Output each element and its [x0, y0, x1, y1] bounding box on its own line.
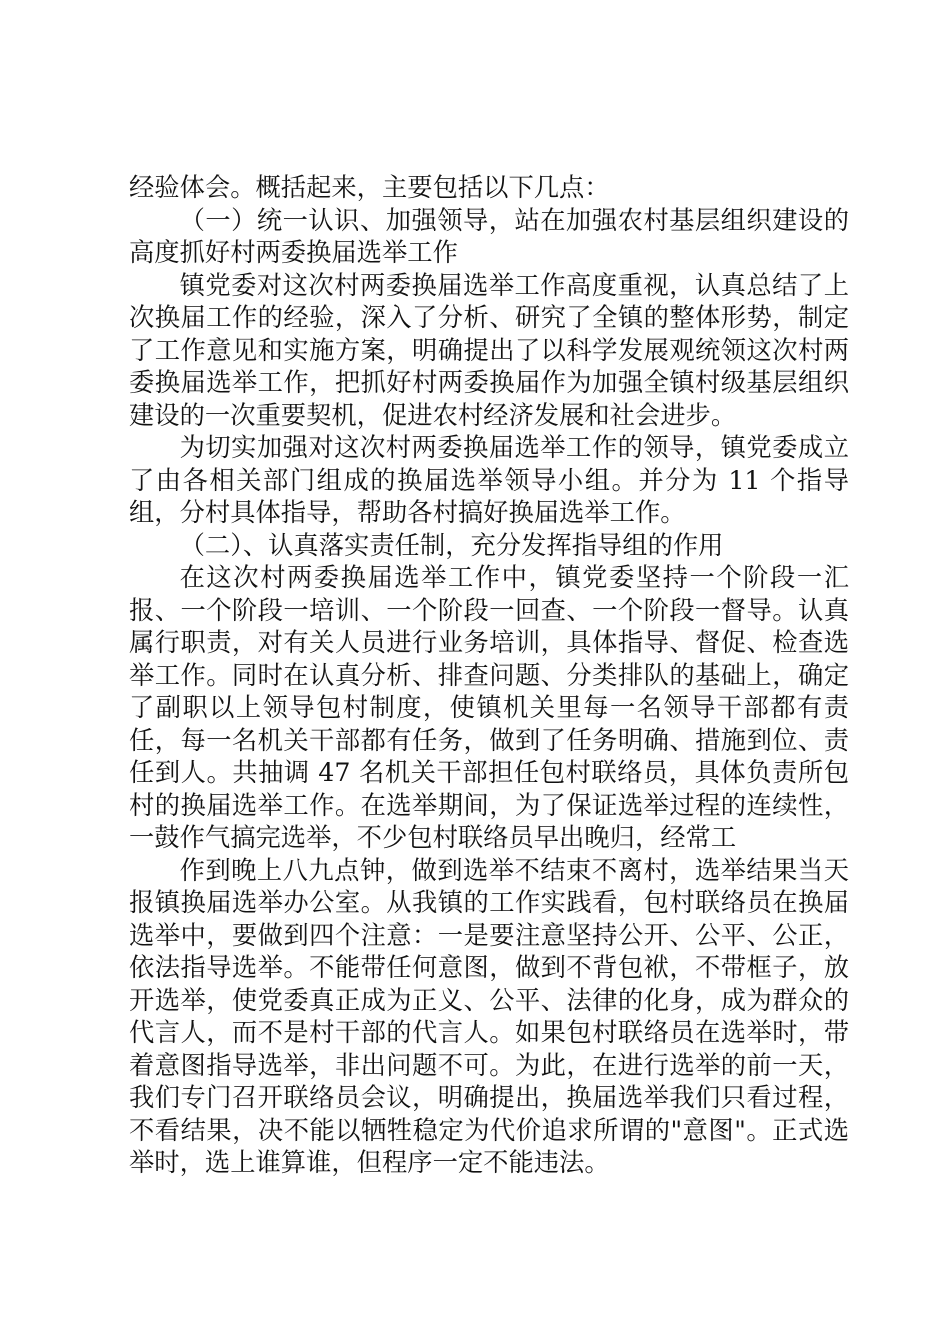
section-heading-one: （一）统一认识、加强领导，站在加强农村基层组织建设的高度抓好村两委换届选举工作 [129, 205, 849, 267]
paragraph-responsibility: 在这次村两委换届选举工作中，镇党委坚持一个阶段一汇报、一个阶段一培训、一个阶段一回查、一个阶段一督导。认真属行职责，对有关人员进行业务培训，具体指导、督促、检查选举工作。同时在认真分析、排查问题、分类排队的基础上，确定了副职以上领导包村制度，使镇机关里每一名领导干部都有责任，每一名机关干部都有任务，做到了任务明确、措施到位、责任到人。共抽调 47 名机关干部担任包村联络员，具体负责所包村的换届选举工作。在选举期间，为了保证选举过程的连续性，一鼓作气搞完选举，不少包村联络员早出晚归，经常工 [129, 563, 849, 852]
paragraph-liaison-work: 作到晚上八九点钟，做到选举不结束不离村，选举结果当天报镇换届选举办公室。从我镇的工作实践看，包村联络员在换届选举中，要做到四个注意：一是要注意坚持公开、公平、公正，依法指导选举。不能带任何意图，做到不背包袱，不带框子，放开选举，使党委真正成为正义、公平、法律的化身，成为群众的代言人，而不是村干部的代言人。如果包村联络员在选举时，带着意图指导选举，非出问题不可。为此，在进行选举的前一天，我们专门召开联络员会议，明确提出，换届选举我们只看过程，不看结果，决不能以牺牲稳定为代价追求所谓的"意图"。正式选举时，选上谁算谁，但程序一定不能违法。 [129, 855, 849, 1177]
section-heading-two: （二）、认真落实责任制，充分发挥指导组的作用 [179, 530, 724, 560]
document-body [129, 172, 849, 1180]
paragraph-party-committee: 镇党委对这次村两委换届选举工作高度重视，认真总结了上次换届工作的经验，深入了分析、研究了全镇的整体形势，制定了工作意见和实施方案，明确提出了以科学发展观统领这次村两委换届选举工作，把抓好村两委换届作为加强全镇村级基层组织建设的一次重要契机，促进农村经济发展和社会进步。 [129, 270, 849, 430]
paragraph-leadership-group: 为切实加强对这次村两委换届选举工作的领导，镇党委成立了由各相关部门组成的换届选举领导小组。并分为 11 个指导组，分村具体指导，帮助各村搞好换届选举工作。 [129, 433, 849, 527]
paragraph-continuation: 经验体会。概括起来，主要包括以下几点： [129, 173, 610, 202]
